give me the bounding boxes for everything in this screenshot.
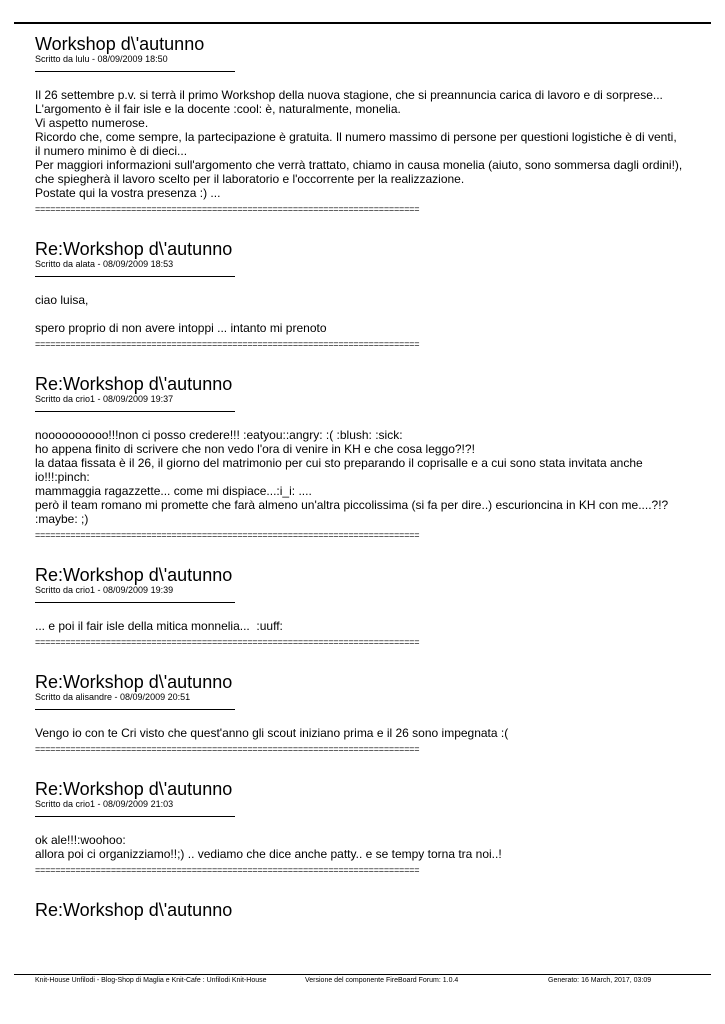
forum-thread — [35, 34, 695, 920]
post-body: Il 26 settembre p.v. si terrà il primo Workshop della nuova stagione, che si preannuncia carica di lavoro e di sorprese... L'argomento è il fair isle e la docente :cool: è, naturalmente, monelia. Vi aspetto numerose. Ricordo che, come sempre, la partecipazione è gratuita. Il numero massimo di persone per questioni logistiche è di venti, il numero minimo è di dieci... Per maggiori informazioni sull'argomento che verrà trattato, chiamo in causa monelia (aiuto, sono sommersa dagli ordini!), che spiegherà il lavoro scelto per il laboratorio e l'occorrente per la realizzazione. Postate qui la vostra presenza :) ... — [35, 88, 683, 200]
post-separator: ============================================================================ — [35, 744, 420, 754]
post-body: noooooooooo!!!non ci posso credere!!! :eatyou::angry: :( :blush: :sick: ho appena finito di scrivere che non vedo l'ora di venire in KH e che cosa leggo?!?! la dataa fissata è il 26, il giorno del matrimonio per cui sto preparando il coprisalle e a cui sono stata invitata anche io!!!:pinch: mammaggia ragazzette... come mi dispiace...:i_i: .... però il team romano mi promette che farà almeno un'altra piccolissima (si fa per dire..) escurioncina in KH con me....?!? :maybe: ;) — [35, 428, 669, 526]
post-separator: ============================================================================ — [35, 530, 420, 540]
post-title: Re:Workshop d\'autunno — [35, 672, 233, 692]
post-separator: ============================================================================ — [35, 204, 420, 214]
post-body: ok ale!!!:woohoo: allora poi ci organizziamo!!;) .. vediamo che dice anche patty.. e se tempy torna tra noi..! — [35, 833, 502, 861]
footer-version: Versione del componente FireBoard Forum: 1.0.4 — [305, 977, 459, 984]
post-separator: ============================================================================ — [35, 637, 420, 647]
post-title: Re:Workshop d\'autunno — [35, 779, 233, 799]
post — [35, 34, 695, 214]
footer-generated: Generato: 16 March, 2017, 03:09 — [548, 977, 652, 984]
post-body: ciao luisa, spero proprio di non avere intoppi ... intanto mi prenoto — [35, 293, 327, 335]
top-rule — [14, 22, 711, 24]
post — [35, 672, 695, 754]
footer-rule — [14, 974, 711, 975]
post-divider — [35, 816, 235, 817]
post-title: Workshop d\'autunno — [35, 34, 205, 54]
post-divider — [35, 411, 235, 412]
post — [35, 239, 695, 349]
post-divider — [35, 602, 235, 603]
post — [35, 900, 695, 920]
post-divider — [35, 71, 235, 72]
post-title: Re:Workshop d\'autunno — [35, 565, 233, 585]
post — [35, 374, 695, 540]
post-meta: Scritto da alata - 08/09/2009 18:53 — [35, 259, 174, 269]
post-body: ... e poi il fair isle della mitica monnelia... :uuff: — [35, 619, 283, 633]
post-meta: Scritto da alisandre - 08/09/2009 20:51 — [35, 692, 191, 702]
post-meta: Scritto da lulu - 08/09/2009 18:50 — [35, 54, 168, 64]
post-body: Vengo io con te Cri visto che quest'anno gli scout iniziano prima e il 26 sono impegnata :( — [35, 726, 509, 740]
post-divider — [35, 709, 235, 710]
post-title: Re:Workshop d\'autunno — [35, 900, 233, 920]
footer-site: Knit-House Unfilodi - Blog-Shop di Maglia e Knit-Cafe : Unfilodi Knit-House — [35, 977, 267, 984]
post-meta: Scritto da crio1 - 08/09/2009 21:03 — [35, 799, 174, 809]
post-meta: Scritto da crio1 - 08/09/2009 19:39 — [35, 585, 174, 595]
post-separator: ============================================================================ — [35, 865, 420, 875]
post — [35, 779, 695, 875]
post-title: Re:Workshop d\'autunno — [35, 374, 233, 394]
post-separator: ============================================================================ — [35, 339, 420, 349]
post-title: Re:Workshop d\'autunno — [35, 239, 233, 259]
post-divider — [35, 276, 235, 277]
post — [35, 565, 695, 647]
post-meta: Scritto da crio1 - 08/09/2009 19:37 — [35, 394, 174, 404]
